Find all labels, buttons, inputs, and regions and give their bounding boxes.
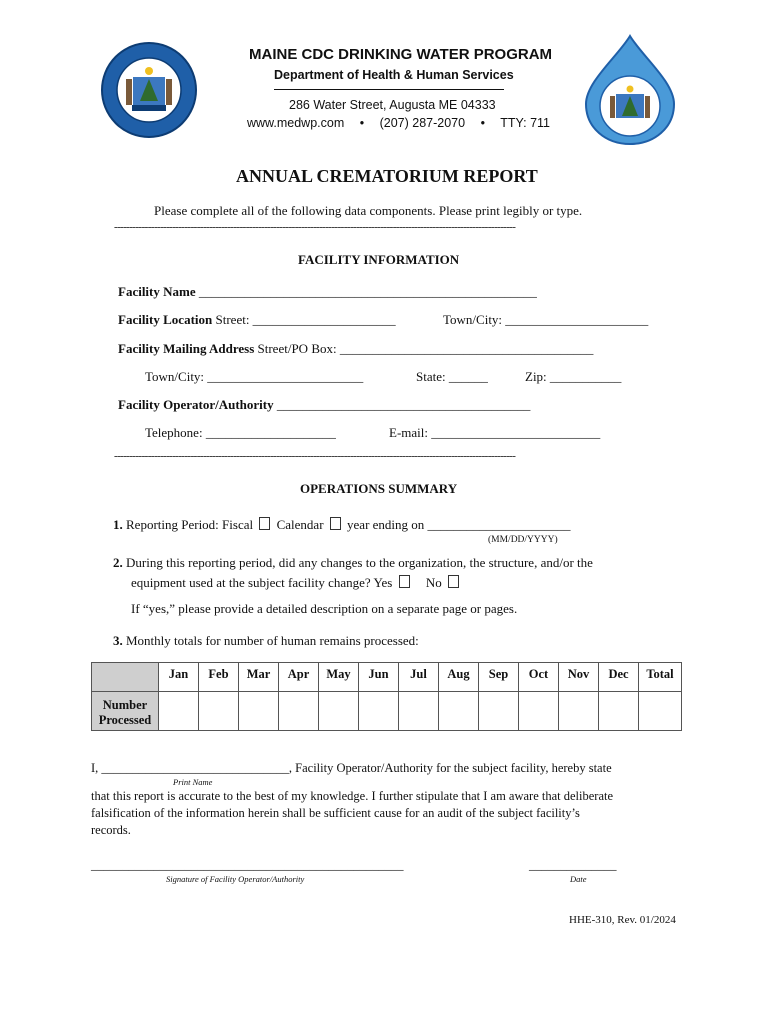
month-value-cell[interactable] [559, 692, 599, 731]
month-value-cell[interactable] [319, 692, 359, 731]
facility-name-label: Facility Name [118, 284, 196, 299]
contact-line [247, 116, 550, 130]
month-value-cell[interactable] [439, 692, 479, 731]
question-1-number: 1. [113, 517, 123, 532]
maine-dhhs-seal-logo [100, 41, 198, 139]
no-label: No [425, 575, 442, 590]
report-title: ANNUAL CREMATORIUM REPORT [236, 166, 538, 186]
mailing-address-label: Facility Mailing Address [118, 341, 255, 356]
instructions: Please complete all of the following data components. Please print legibly or type. [154, 203, 583, 218]
print-name-caption: Print Name [173, 777, 213, 787]
location-town-field[interactable]: Town/City: ______________________ [443, 312, 649, 327]
divider: ----------------------------------------------------------------------------------------------------------------------------------- [114, 450, 516, 462]
operations-heading: OPERATIONS SUMMARY [300, 481, 458, 496]
facility-location-label: Facility Location [118, 312, 213, 327]
question-2-text-cont: equipment used at the subject facility change? Yes [131, 575, 393, 590]
certification-line-1[interactable]: I, ______________________________, Facility Operator/Authority for the subject facility, hereby state [91, 761, 612, 775]
month-header: Dec [599, 663, 639, 692]
yes-checkbox[interactable] [399, 575, 410, 588]
certification-line-2: that this report is accurate to the best of my knowledge. I further stipulate that I am aware that deliberate [91, 789, 614, 803]
facility-info-heading: FACILITY INFORMATION [298, 252, 460, 267]
signature-field[interactable]: __________________________________________________ [91, 858, 404, 872]
table-corner-cell [92, 663, 159, 692]
question-2-followup: If “yes,” please provide a detailed description on a separate page or pages. [131, 601, 518, 616]
month-value-cell[interactable] [239, 692, 279, 731]
operator-row [118, 397, 530, 413]
mailing-state-field[interactable]: State: ______ [416, 369, 488, 384]
month-value-cell[interactable] [199, 692, 239, 731]
fiscal-checkbox[interactable] [259, 517, 270, 530]
bullet-separator: • [480, 116, 485, 130]
form-number: HHE-310, Rev. 01/2024 [569, 914, 676, 926]
mailing-address-row [118, 341, 593, 357]
mailing-zip-field[interactable]: Zip: ___________ [525, 369, 622, 384]
reporting-period-label: Reporting Period: Fiscal [126, 517, 254, 532]
certification-line-3: falsification of the information herein shall be sufficient cause for an audit of the subject facility’s [91, 806, 580, 820]
year-ending-field[interactable]: year ending on ______________________ [347, 517, 571, 532]
month-value-cell[interactable] [159, 692, 199, 731]
month-value-cell[interactable] [519, 692, 559, 731]
number-processed-row [92, 692, 682, 731]
month-header: Oct [519, 663, 559, 692]
month-header: Nov [559, 663, 599, 692]
month-header: Aug [439, 663, 479, 692]
month-header: Feb [199, 663, 239, 692]
mailing-street-field[interactable]: Street/PO Box: _______________________________________ [257, 341, 594, 356]
month-header: Jul [399, 663, 439, 692]
phone-number: (207) 287-2070 [379, 116, 466, 130]
question-2-text: During this reporting period, did any changes to the organization, the structure, and/or the [126, 555, 593, 570]
calendar-label: Calendar [276, 517, 324, 532]
question-3 [113, 633, 419, 649]
telephone-field[interactable]: Telephone: ____________________ [145, 425, 336, 440]
drinking-water-program-drop-logo [580, 34, 680, 146]
signature-caption: Signature of Facility Operator/Authority [166, 874, 305, 884]
row-label-line-2: Processed [98, 713, 152, 727]
question-2-line-1 [113, 555, 593, 571]
month-value-cell[interactable] [279, 692, 319, 731]
total-value-cell[interactable] [639, 692, 682, 731]
month-header: Sep [479, 663, 519, 692]
bullet-separator: • [359, 116, 365, 130]
program-address: 286 Water Street, Augusta ME 04333 [289, 98, 496, 112]
certification-line-4: records. [91, 823, 131, 837]
operator-label: Facility Operator/Authority [118, 397, 274, 412]
monthly-totals-table [91, 662, 682, 731]
number-processed-label [92, 692, 159, 731]
facility-name-row [118, 284, 537, 300]
mailing-town-field[interactable]: Town/City: ________________________ [145, 369, 364, 384]
email-field[interactable]: E-mail: __________________________ [389, 425, 601, 440]
question-3-text: Monthly totals for number of human remains processed: [126, 633, 419, 648]
facility-name-field[interactable]: ____________________________________________________ [198, 284, 537, 299]
website-link[interactable]: www.medwp.com [247, 116, 345, 130]
month-value-cell[interactable] [359, 692, 399, 731]
question-3-number: 3. [113, 633, 123, 648]
program-title: MAINE CDC DRINKING WATER PROGRAM [249, 46, 553, 63]
month-header: Mar [239, 663, 279, 692]
date-caption: Date [570, 874, 587, 884]
row-label-line-1: Number [102, 698, 148, 712]
total-header: Total [639, 663, 682, 692]
month-header: Jun [359, 663, 399, 692]
month-value-cell[interactable] [599, 692, 639, 731]
date-format-hint: (MM/DD/YYYY) [488, 535, 558, 545]
month-value-cell[interactable] [399, 692, 439, 731]
header-rule [274, 89, 504, 90]
question-2-line-2 [131, 575, 462, 591]
date-field[interactable]: ______________ [529, 858, 617, 872]
month-header: Jan [159, 663, 199, 692]
calendar-checkbox[interactable] [330, 517, 341, 530]
operator-field[interactable]: _______________________________________ [276, 397, 531, 412]
tty-number: TTY: 711 [500, 116, 551, 130]
month-header: May [319, 663, 359, 692]
department-name: Department of Health & Human Services [274, 68, 514, 82]
no-checkbox[interactable] [448, 575, 459, 588]
question-2-number: 2. [113, 555, 123, 570]
month-value-cell[interactable] [479, 692, 519, 731]
table-header-row [92, 663, 682, 692]
location-street-field[interactable]: Street: ______________________ [215, 312, 396, 327]
month-header: Apr [279, 663, 319, 692]
divider: ----------------------------------------------------------------------------------------------------------------------------------- [114, 221, 516, 233]
question-1 [113, 517, 571, 533]
facility-location-row [118, 312, 396, 328]
